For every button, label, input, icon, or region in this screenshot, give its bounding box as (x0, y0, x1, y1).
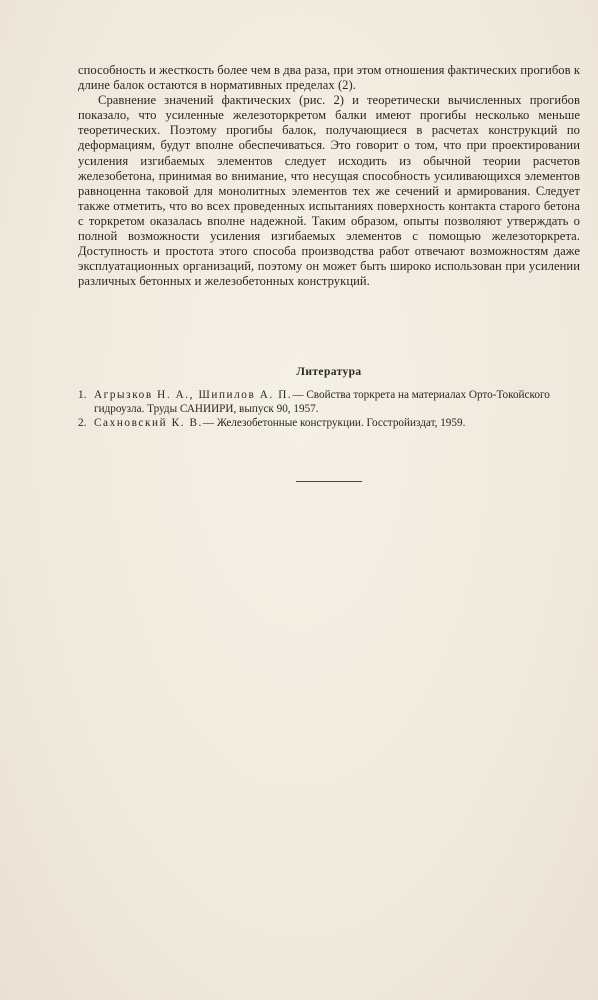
reference-authors: Сахновский К. В. (94, 417, 203, 430)
section-end-rule (296, 481, 362, 482)
reference-text: — Свойства торкрета на материалах Орто-Токойского гидроузла. Труды САНИИРИ, выпуск 90, 1957. (94, 389, 550, 416)
reference-item-2 (78, 416, 580, 430)
reference-number: 1. (78, 389, 87, 401)
reference-text: — Железобетонные конструкции. Госстройиздат, 1959. (202, 417, 466, 430)
paragraph-1: способность и жесткость более чем в два раза, при этом отношения фактических прогибов к длине балок остаются в нормативных пределах (2). (78, 63, 580, 93)
reference-authors: Агрызков Н. А., Шипилов А. П. (94, 389, 293, 401)
references-list (78, 388, 580, 431)
paragraph-2: Сравнение значений фактических (рис. 2) и теоретически вычисленных прогибов показало, что усиленные железоторкретом балки имеют прогибы несколько меньше теоретических. Поэтому прогибы балок, получающиеся в расчетах конструкций по деформациям, будут вполне обеспечиваться. Это говорит о том, что при проектировании усиления изгибаемых элементов следует исходить из обычной теории расчетов железобетона, принимая во внимание, что несущая способность усиливающихся элементов равноценна таковой для монолитных элементов тех же сечений и армирования. Следует также отметить, что во всех проведенных испытаниях поверхность контакта старого бетона с торкретом оказалась вполне надежной. Таким образом, опыты позволяют утверждать о полной возможности усиления изгибаемых элементов с помощью железоторкрета. Доступность и простота этого способа производства работ отвечают возможностям даже эксплуатационных организаций, поэтому он может быть широко использован при усилении различных бетонных и железобетонных конструкций. (78, 93, 580, 289)
body-text (78, 63, 580, 289)
reference-number: 2. (78, 417, 87, 430)
references-heading: Литература (296, 366, 362, 378)
reference-item-1 (78, 388, 580, 416)
